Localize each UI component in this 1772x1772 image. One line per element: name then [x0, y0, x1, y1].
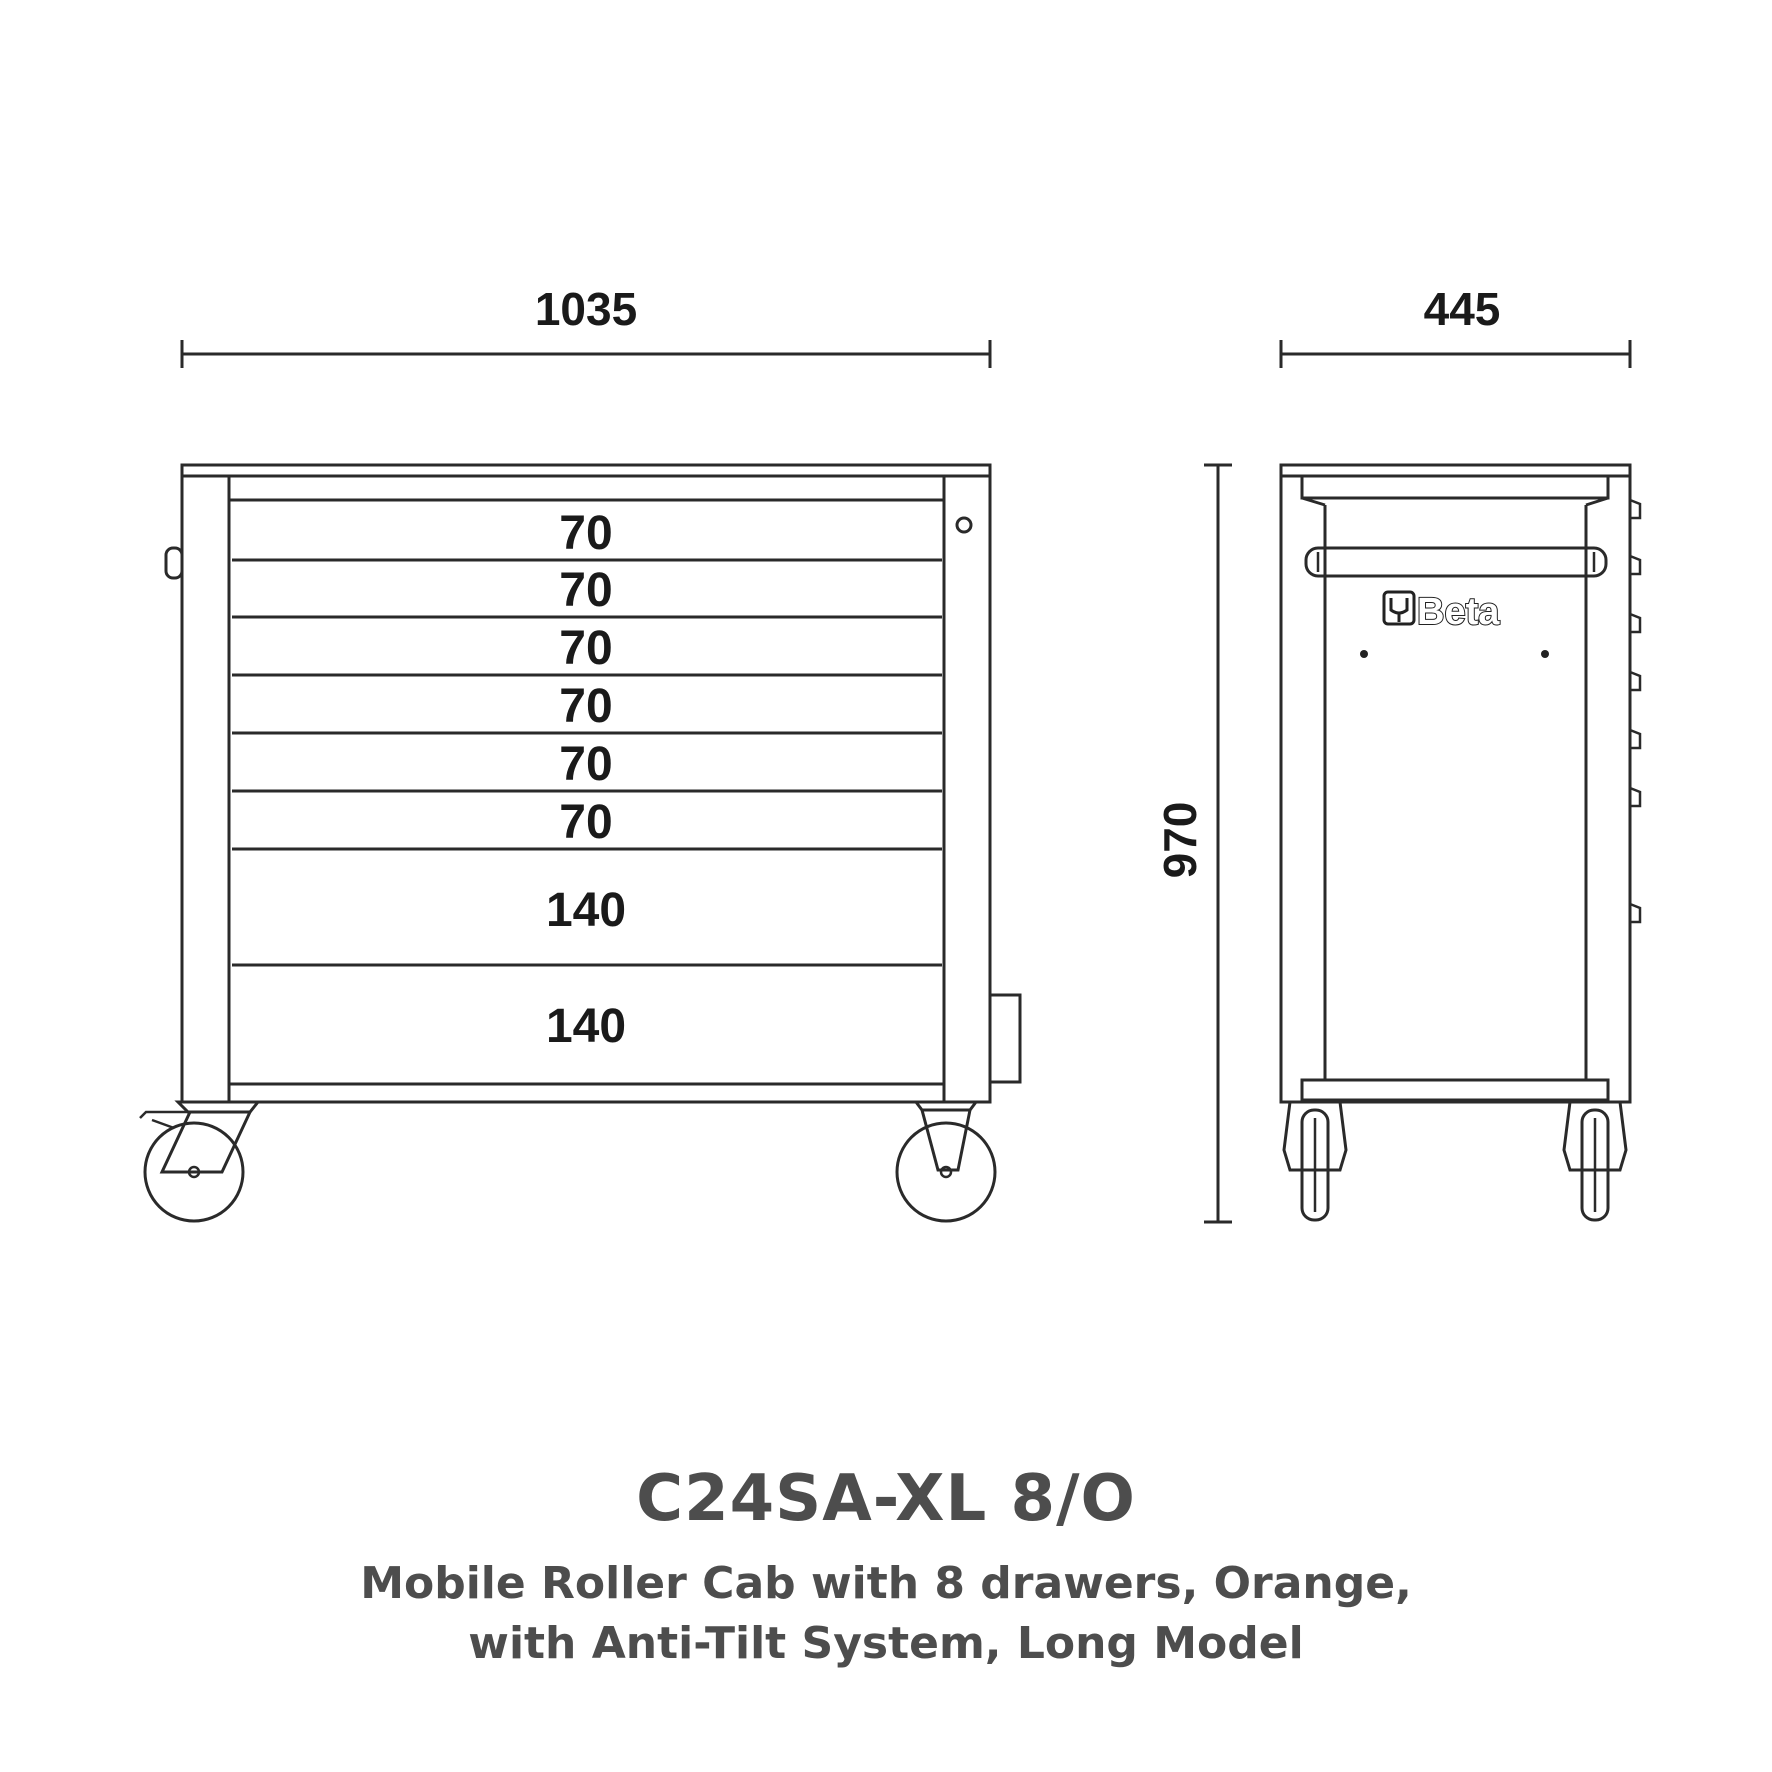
drawer-6-label: 70: [559, 796, 613, 849]
height-dimension: [1154, 465, 1232, 1222]
lock-icon: [957, 518, 971, 532]
depth-dimension: [1281, 283, 1630, 368]
drawer-8-label: 140: [545, 1000, 627, 1053]
drawer-7-label: 140: [545, 884, 627, 937]
anti-tilt-box: [990, 995, 1020, 1082]
side-right-caster: [1564, 1102, 1626, 1220]
drawer-2-label: 70: [559, 564, 613, 617]
width-dimension: [182, 283, 990, 368]
width-label: 1035: [534, 283, 638, 335]
screw-left: [1360, 650, 1368, 658]
side-left-caster: [1284, 1102, 1346, 1220]
front-view: [140, 465, 1020, 1221]
drawer-1-label: 70: [559, 507, 613, 560]
drawer-labels: [546, 507, 626, 1053]
screw-right: [1541, 650, 1549, 658]
side-view: [1281, 465, 1640, 1220]
beta-logo-text: Beta: [1417, 591, 1500, 633]
depth-label: 445: [1423, 283, 1501, 335]
beta-wrench-logo-icon: [1384, 592, 1414, 624]
drawer-5-label: 70: [559, 738, 613, 791]
height-label: 970: [1154, 801, 1206, 879]
front-right-caster: [897, 1102, 995, 1221]
drawer-4-label: 70: [559, 680, 613, 733]
side-handle-bar: [1306, 548, 1606, 576]
front-left-caster: [140, 1102, 258, 1221]
product-code: C24SA-XL 8/O: [636, 1462, 1136, 1536]
drawer-3-label: 70: [559, 622, 613, 675]
product-description-line1: Mobile Roller Cab with 8 drawers, Orange,: [360, 1558, 1412, 1609]
side-handle: [166, 548, 182, 578]
beta-logo: [1384, 591, 1500, 633]
product-description-line2: with Anti-Tilt System, Long Model: [468, 1618, 1304, 1669]
